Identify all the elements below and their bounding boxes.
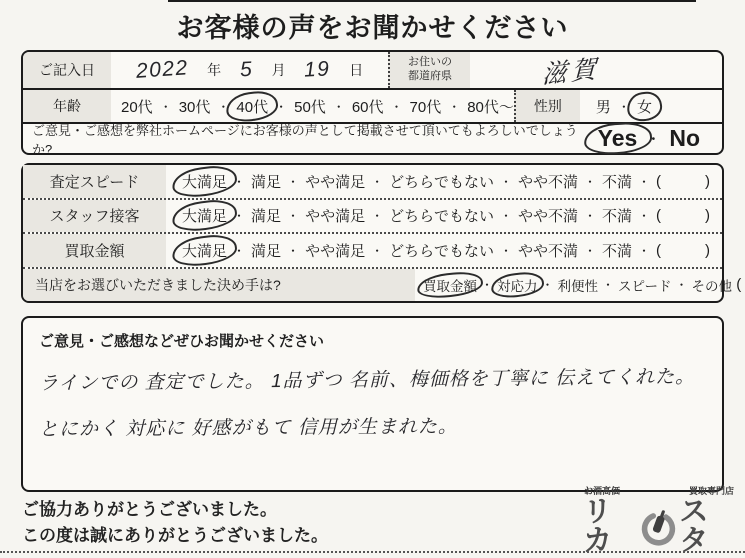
decision-option-4[interactable]: その他 — [691, 278, 733, 294]
decision-label: 当店をお選びいただきました決め手は? — [23, 269, 415, 302]
option-separator: ・ — [583, 174, 596, 189]
date-month-value: 5 — [239, 57, 254, 82]
rating2-option-3[interactable]: どちらでもない — [389, 242, 494, 260]
age-option-6[interactable]: 80代〜 — [467, 98, 514, 116]
decision-option-0[interactable]: 買取金額 — [423, 275, 477, 295]
option-separator: ・ — [159, 99, 172, 114]
rating-options — [166, 234, 722, 267]
decision-row — [23, 269, 742, 302]
logo-tagline-right: 買取専門店 — [688, 486, 734, 496]
date-month-unit: 月 — [271, 62, 286, 78]
logo-tagline-left: お酒高価 — [584, 486, 621, 496]
rating0-option-2[interactable]: やや満足 — [305, 173, 366, 191]
option-separator: ・ — [638, 174, 651, 189]
prefecture-label: お住いの 都道府県 — [388, 52, 470, 88]
consent-option-1[interactable]: No — [669, 125, 700, 151]
date-day-value: 19 — [303, 57, 332, 82]
option-separator: ・ — [275, 99, 288, 114]
age-option-1[interactable]: 30代 — [178, 98, 211, 116]
option-separator: ・ — [499, 174, 512, 189]
option-separator: ・ — [448, 99, 461, 114]
page-title: お客様の声をお聞かせください — [176, 13, 569, 43]
prefecture-field[interactable] — [470, 52, 722, 88]
decision-option-3[interactable]: スピード — [618, 278, 672, 294]
rating1-option-0[interactable]: 大満足 — [182, 205, 227, 226]
option-separator: ・ — [647, 132, 660, 146]
ratings-box — [21, 163, 742, 303]
blank-open-paren: ( — [732, 276, 742, 294]
date-year-value: 2022 — [134, 56, 190, 83]
logo-name-left: リカ — [583, 496, 614, 557]
age-label: 年齢 — [23, 90, 111, 122]
blank-close-paren: ) — [705, 241, 710, 259]
option-separator: ・ — [233, 209, 246, 224]
rating0-option-4[interactable]: やや不満 — [517, 173, 578, 191]
consent-question: ご意見・ご感想を弊社ホームページにお客様の声として掲載させて頂いてもよろしいでしょうか? — [32, 122, 578, 157]
rating-row — [23, 165, 722, 200]
option-separator: ・ — [287, 243, 300, 258]
option-separator: ・ — [675, 278, 688, 293]
rating0-option-3[interactable]: どちらでもない — [389, 173, 494, 191]
rating-row — [23, 200, 722, 235]
thanks-line-1: ご協力ありがとうございました。 — [22, 500, 277, 519]
thanks-text — [22, 497, 328, 550]
age-option-4[interactable]: 60代 — [351, 98, 384, 116]
option-separator: ・ — [371, 243, 384, 258]
rating2-option-2[interactable]: やや満足 — [305, 242, 366, 260]
rating-options — [166, 200, 722, 233]
rating0-option-0[interactable]: 大満足 — [182, 171, 227, 192]
rating-label: 買取金額 — [23, 234, 166, 267]
prefecture-value: 滋賀 — [541, 54, 601, 90]
option-separator: ・ — [617, 99, 630, 114]
option-separator: ・ — [332, 99, 345, 114]
rating2-option-4[interactable]: やや不満 — [517, 242, 578, 260]
consent-options — [598, 125, 700, 152]
scan-edge-line — [168, 0, 696, 2]
date-field[interactable] — [111, 52, 388, 88]
gender-option-1[interactable]: 女 — [637, 96, 652, 117]
rating1-option-5[interactable]: 不満 — [602, 208, 633, 226]
rating0-option-5[interactable]: 不満 — [602, 173, 633, 191]
rikasuta-logo — [583, 484, 735, 556]
rating1-option-1[interactable]: 満足 — [251, 208, 282, 226]
comments-header: ご意見・ご感想などぜひお聞かせください — [39, 333, 325, 350]
option-separator: ・ — [390, 99, 403, 114]
gender-option-0[interactable]: 男 — [595, 98, 611, 116]
option-separator: ・ — [233, 174, 246, 189]
rating0-option-1[interactable]: 満足 — [251, 173, 282, 191]
blank-close-paren: ) — [705, 207, 710, 225]
rating2-option-5[interactable]: 不満 — [602, 242, 633, 260]
age-options — [111, 90, 514, 122]
option-separator: ・ — [233, 243, 246, 258]
option-separator: ・ — [583, 209, 596, 224]
rating1-option-4[interactable]: やや不満 — [517, 208, 578, 226]
rating-label: 査定スピード — [23, 165, 166, 198]
age-option-5[interactable]: 70代 — [409, 98, 442, 116]
thanks-line-2: この度は誠にありがとうございました。 — [22, 526, 328, 546]
rating2-option-0[interactable]: 大満足 — [182, 240, 227, 261]
option-separator: ・ — [217, 99, 230, 114]
date-row — [23, 52, 722, 90]
blank-close-paren: ) — [705, 172, 710, 190]
option-separator: ・ — [638, 209, 651, 224]
option-separator: ・ — [499, 209, 512, 224]
rating-row — [23, 234, 722, 269]
rating2-option-1[interactable]: 満足 — [251, 242, 282, 260]
rating1-option-3[interactable]: どちらでもない — [389, 208, 494, 226]
date-day-unit: 日 — [349, 62, 364, 78]
age-option-2[interactable]: 40代 — [236, 96, 268, 117]
bottle-circle-icon — [639, 506, 678, 548]
blank-open-paren: ( — [656, 241, 662, 259]
comments-box[interactable] — [21, 316, 724, 492]
blank-open-paren: ( — [656, 172, 662, 190]
comment-line-1: ラインでの 査定でした。 1品ずつ 名前、梅価格を丁寧に 伝えてくれた。 — [38, 366, 696, 395]
option-separator: ・ — [541, 278, 554, 293]
decision-options — [415, 269, 745, 302]
consent-row — [23, 122, 722, 157]
option-separator: ・ — [638, 243, 651, 258]
decision-option-2[interactable]: 利便性 — [557, 278, 599, 294]
option-separator: ・ — [583, 243, 596, 258]
option-separator: ・ — [287, 174, 300, 189]
gender-label: 性別 — [514, 90, 580, 122]
consent-option-0[interactable]: Yes — [597, 125, 638, 151]
gender-options — [580, 90, 722, 122]
decision-option-1[interactable]: 対応力 — [497, 275, 538, 295]
option-separator: ・ — [602, 278, 615, 293]
bottom-dotted-divider — [0, 551, 745, 553]
age-option-3[interactable]: 50代 — [294, 98, 326, 116]
option-separator: ・ — [481, 278, 494, 293]
blank-open-paren: ( — [656, 207, 662, 225]
rating-options — [166, 165, 722, 198]
logo-name — [583, 498, 735, 556]
option-separator: ・ — [371, 174, 384, 189]
comment-line-2: とにかく 対応に 好感がもて 信用が生まれた。 — [38, 416, 458, 441]
age-option-0[interactable]: 20代 — [121, 98, 153, 116]
option-separator: ・ — [371, 209, 384, 224]
option-separator: ・ — [287, 209, 300, 224]
rating1-option-2[interactable]: やや満足 — [305, 208, 366, 226]
rating-label: スタッフ接客 — [23, 200, 166, 233]
date-year-unit: 年 — [207, 62, 222, 78]
date-label: ご記入日 — [23, 52, 111, 88]
option-separator: ・ — [499, 243, 512, 258]
logo-name-right: スタ — [679, 496, 710, 557]
profile-box — [21, 50, 724, 155]
